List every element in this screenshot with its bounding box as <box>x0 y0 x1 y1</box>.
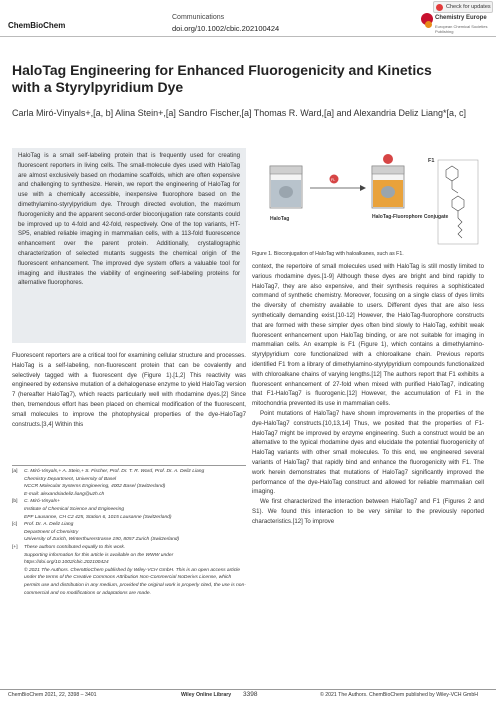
footnote-line: [a] C. Miró-Vinyals,+ A. Stein,+ S. Fischer, Prof. Dr. T. R. Ward, Prof. Dr. A. Deliz Liang <box>12 469 205 474</box>
body-paragraph: Fluorescent reporters are a critical tool for examining cellular structure and processes. HaloTag is a self-labeling, non-fluorescent protein that can be covalently and selectively tagged with a fluorescent dye (Figure 1).[1,2] This reactivity was engineered by extensive mutation of a dehalogenase enzyme to yield HaloTag version 7 (hereafter HaloTag7), which reacts particularly well with rhodamine dyes.[2] Since then, tremendous effort has been placed on chemical modification of the fluorescent, small molecules to improve the photophysical properties of the dye-HaloTag7 constructs.[3,4] Within this <box>12 352 246 428</box>
footnotes <box>12 468 246 597</box>
body-column-right <box>252 262 484 527</box>
abstract-box: HaloTag is a small self-labeling protein that is frequently used for creating fluorescent reporters in living cells. The small-molecule dyes used with HaloTag are almost exclusively based on rhodamine scaffolds, which are often expensive and challenging to synthesize. Herein, we report the engineering of HaloTag for use with a chemically accessible, inexpensive fluorophore based on the dimethylamino-styrylpyridium dye. Through directed evolution, the maximum fluorogenicity and the apparent second-order bioconjugation rate constants could be improved up to 4-fold and 42-fold, respectively. One of the top variants, HT-SP5, enabled reliable imaging in mammalian cells, with a 113-fold fluorescence enhancement over the parent protein. Additionally, crystallographic characterization of selected mutants suggests the chemical origin of the fluorescent enhancement. The improved dye system offers a valuable tool for imaging and illustrates the viability of engineering self-labeling proteins for alternative fluorophores. <box>12 148 246 343</box>
figure-caption: Figure 1. Bioconjugation of HaloTag with haloalkanes, such as F1. <box>252 251 404 257</box>
footnote-line: Department of Chemistry <box>24 529 79 535</box>
check-updates-label: Check for updates <box>446 4 491 10</box>
body-paragraph: context, the repertoire of small molecules used with HaloTag is still mostly limited to various rhodamine dyes.[1-9] Although these dyes are bright and bind rapidly to HaloTag7, they are also expensive, and their synthesis requires a sophisticated command of synthetic chemistry. Moreover, focusing on a single class of dyes limits the diversity of chemistry available to users. Different dyes that are also less synthetically demanding exist.[10-12] However, the HaloTag-fluorophore constructs that are formed with these simpler dyes often bind slowly to HaloTag, exhibit weak fluorescent enhancement upon HaloTag binding, or are not suitable for imaging in mammalian cells. An example is F1 (Figure 1), which contains a dimethylamino-styrylpyridium core functionalized with a chloroalkane chain. Previous reports identified F1 from a library of dimethylamino-styrylpyridium compounds functionalized with chloroalkane chains of varying lengths.[12] The authors report that F1 exhibits a fluorescent enhancement of 27-fold when mixed with purified HaloTag7, indicating that F1-HaloTag7 is fluorogenic.[12] However, the accumulation of F1 in the mitochondria prevented its use in mammalian cells. <box>252 263 484 408</box>
body-paragraph: We first characterized the interaction between HaloTag7 and F1 (Figures 2 and S1). We found this interaction to be very similar to the previously reported characteristics.[12] To improve <box>252 498 484 525</box>
footnote-line: NCCR Molecular Systems Engineering, 4002 Basel (Switzerland) <box>24 484 166 490</box>
logo-mark-accent <box>425 21 432 28</box>
footnote-line: [+] These authors contributed equally to this work. <box>12 544 126 550</box>
figure-1-graphic <box>252 148 484 250</box>
footnote-line: Institute of Chemical Science and Engineering <box>24 506 125 512</box>
footnote-line: [c] Prof. Dr. A. Deliz Liang <box>12 522 74 528</box>
author-list: Carla Miró-Vinyals+,[a, b] Alina Stein+,[a] Sandro Fischer,[a] Thomas R. Ward,[a] and Alexandria Deliz Liang*[a, c] <box>12 108 467 118</box>
footnote-divider <box>12 465 246 466</box>
footer-library-link[interactable]: Wiley Online Library <box>181 692 232 698</box>
article-doi[interactable]: doi.org/10.1002/cbic.202100424 <box>172 24 280 33</box>
footnote-line: © 2021 The Authors. ChemBioChem published by Wiley-VCH GmbH. This is an open access article under the terms of the Creative Commons Attribution Non-Commercial NoDerivs License, which permits use and distribution in any medium, provided the original work is properly cited, the use is non-commercial and no modifications or adaptations are made. <box>24 567 246 596</box>
footer-citation: ChemBioChem 2021, 22, 3398 – 3401 <box>8 692 97 698</box>
article-title: HaloTag Engineering for Enhanced Fluorogenicity and Kinetics with a Styrylpyridium Dye <box>12 62 432 95</box>
label-fl-arrow: FL <box>331 178 336 182</box>
publisher-logo <box>421 12 491 36</box>
label-conjugate-line: HaloTag-Fluorophore Conjugate <box>372 214 449 220</box>
footnote-line: University of Zurich, Winterthurerstrasse 190, 8057 Zurich (Switzerland) <box>24 537 180 543</box>
footnote-line: Supporting information for this article is available on the WWW under https://doi.org/10.1002/cbic.202100424 <box>24 552 174 566</box>
figure-1 <box>252 148 484 250</box>
body-column-left <box>12 351 246 429</box>
article-section: Communications <box>172 14 225 21</box>
label-halotag: HaloTag <box>270 216 290 222</box>
conjugate-vial <box>372 154 404 208</box>
footnote-line: [b] C. Miró-Vinyals+ <box>12 499 60 505</box>
page-number: 3398 <box>243 691 258 698</box>
footer-copyright: © 2021 The Authors. ChemBioChem published by Wiley-VCH GmbH <box>320 692 478 698</box>
halotag-vial <box>270 166 302 208</box>
footnote-line: EPF Lausanne, CH C2 425, Station 6, 1015 Lausanne (Switzerland) <box>24 514 172 520</box>
footer-divider <box>0 689 496 690</box>
label-conjugate <box>372 214 449 220</box>
f1-structure <box>428 158 478 244</box>
label-f1: F1 <box>428 158 435 164</box>
footnote-line: E-mail: alexandriadeliz.liang@uzh.ch <box>24 491 105 497</box>
footnote-line: Chemistry Department, University of Basel <box>24 476 117 482</box>
logo-text: Chemistry Europe <box>435 15 487 21</box>
update-icon <box>436 4 443 11</box>
logo-subtext: European Chemical Societies Publishing <box>435 24 488 34</box>
reaction-arrow <box>310 175 366 192</box>
page-header <box>0 0 496 36</box>
header-divider <box>0 36 496 37</box>
body-paragraph: Point mutations of HaloTag7 have shown improvements in the properties of the dye-HaloTag7 constructs.[10,13,14] Thus, we posited that the properties of F1-HaloTag7 might be improved by enzyme engineering. Such a construct would be an alternative to the typical rhodamine dyes and elucidate the potential fluorogenicity of HaloTag variants with other small molecules. To this end, we engineered several variants of HaloTag7 that rapidly bind and enhance the fluorogenicity with F1. The work herein demonstrates that mutations of HaloTag7 significantly improved the performance of the dye-HaloTag construct and allowed for reliable mammalian cell imaging. <box>252 409 484 496</box>
journal-name: ChemBioChem <box>8 21 66 30</box>
